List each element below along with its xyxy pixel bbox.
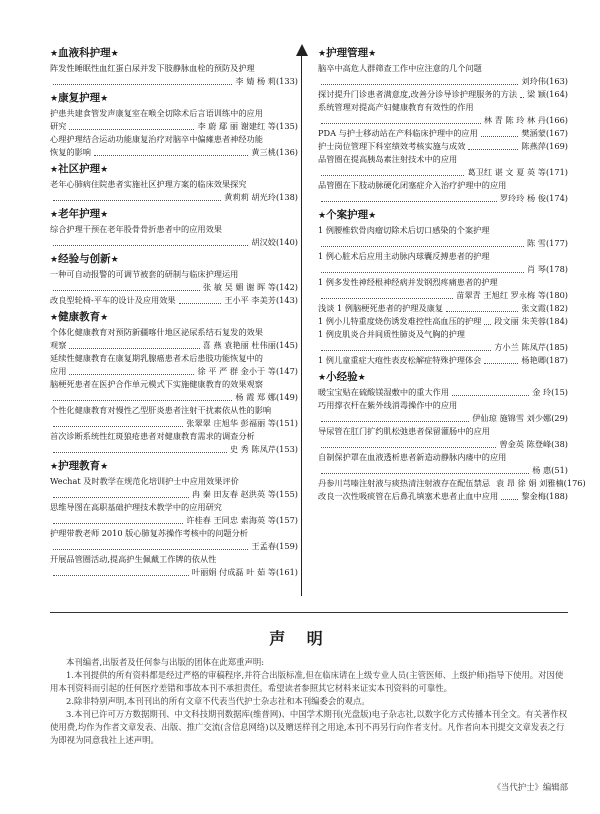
entry-title: 一种可自动报警的可调节被套的研制与临床护理运用 [50,269,239,279]
declaration-signature: 《当代护士》编辑部 [492,782,568,792]
section-title: 经验与创新 [58,253,111,265]
entry-title: 观察 [50,340,67,350]
star-icon: ★ [50,165,59,175]
entry-author-page: 杨 霞 郑 娜(149) [235,392,298,402]
toc-entry[interactable] [50,527,298,553]
star-icon: ★ [110,49,119,59]
toc-section [50,207,298,249]
entry-author-page: 史 秀 陈凤芹(153) [229,444,298,454]
entry-title: 脑梗死患者在医护合作单元模式下实施健康教育的效果观察 [50,379,263,389]
leader-dots [321,350,491,351]
leader-dots [53,549,248,550]
leader-dots [321,246,524,247]
entry-title: 1 例心脏术后应用主动脉内球囊反搏患者的护理 [318,251,490,261]
entry-author-page: 袁 昂 徐 娟 刘雅楠(176) [495,478,586,488]
leader-dots [321,123,481,124]
section-heading [50,46,298,62]
leader-dots [484,363,518,364]
section-title: 个案护理 [326,209,369,221]
section-title: 健康教育 [58,311,101,323]
toc-entry[interactable] [318,153,568,179]
toc-section [318,370,586,503]
toc-section [318,208,568,367]
section-heading [318,370,568,386]
toc-entry[interactable] [50,107,298,133]
star-icon: ★ [100,94,109,104]
entry-title: Wechat 及时教学在规范化培训护士中应用效果评价 [50,476,239,486]
toc-entry[interactable] [318,328,568,354]
toc-entry[interactable] [50,326,298,352]
entry-author-page: 葛卫红 谌 文 夏 英 等(171) [467,167,568,177]
section-heading [50,459,298,475]
entry-title: 1 例小儿特重度烧伤诱发难控性高血压的护理 [318,316,482,326]
entry-author-page: 张文霞(182) [521,303,568,313]
entry-author-page: 方小兰 陈凤芹(185) [494,342,568,352]
entry-title: 护士岗位管理下科室绩效考核实施与成效 [318,141,466,151]
star-icon: ★ [50,94,59,104]
entry-author-page: 胡汉姣(140) [251,237,298,247]
toc-entry[interactable] [318,386,568,399]
toc-entry[interactable] [318,315,568,328]
toc-entry[interactable] [318,451,568,477]
toc-entry[interactable] [50,352,298,378]
entry-author-page: 曾金英 陈登峰(38) [499,439,568,449]
toc-left-column [50,44,298,582]
section-title: 护理管理 [326,47,369,59]
entry-title: 品管圈在提高胰岛素注射技术中的应用 [318,154,458,164]
toc-entry[interactable] [318,250,568,276]
section-title: 小经验 [326,371,358,383]
star-icon: ★ [50,313,59,323]
entry-title: 1 例儿童重症大疱性表皮松解症特殊护理体会 [318,355,482,365]
toc-entry[interactable] [318,490,568,503]
toc-entry[interactable] [318,140,568,153]
entry-title: 应用 [50,366,67,376]
section-heading [50,207,298,223]
entry-author-page: 王小平 李美芳(143) [224,295,298,305]
section-title: 老年护理 [58,208,101,220]
leader-dots [94,155,248,156]
section-heading [318,46,568,62]
toc-entry[interactable] [50,378,298,404]
entry-title: 改良型轮椅-平车的设计及应用效果 [50,295,176,305]
entry-author-page: 黄三桃(136) [251,147,298,157]
star-icon: ★ [318,373,327,383]
star-icon: ★ [368,211,377,221]
entry-author-page: 黄莉莉 胡光玲(138) [224,192,298,202]
entry-author-page: 杨艳卿(187) [521,355,568,365]
toc-entry[interactable] [50,178,298,204]
toc-section [50,252,298,307]
leader-dots [501,499,518,500]
leader-dots [484,324,491,325]
toc-entry[interactable] [50,553,298,579]
leader-dots [468,149,518,150]
declaration-body [50,656,570,747]
entry-title: 1 例多发性神经根神经病并发钢烈疼痛患者的护理 [318,277,498,287]
entry-title: 心理护理结合运动功能康复治疗对脑卒中偏瘫患者神经功能 [50,134,263,144]
leader-dots [452,395,529,396]
toc-section [50,91,298,159]
star-icon: ★ [50,49,59,59]
toc-entry[interactable] [318,62,568,88]
entry-title: 系统管理对提高产妇健康教育有效性的作用 [318,102,474,112]
leader-dots [446,311,518,312]
leader-dots [321,272,524,273]
section-heading [50,162,298,178]
leader-dots [53,497,189,498]
entry-author-page: 梁 颖(164) [527,89,568,99]
leader-dots [53,84,232,85]
section-rule [50,612,568,613]
entry-author-page: 叶丽娟 付成磊 叶 茹 等(161) [191,567,298,577]
entry-title: 阵发性睡眠性血红蛋白尿并发下肢静脉血栓的预防及护理 [50,63,255,73]
declaration-paragraph: 3.本刊已许可万方数据期刊、中文科技期刊数据库(维普网)、中国学术期刊(光盘版)电子杂志社,以数字化方式传播本刊全文。有关著作权使用费,均作为作者文章发表、出版、推广交流(含信息网络)以及赠送样刊之用途,本刊不再另行向作者支付。凡作者向本刊提交文章发表之行为即视为同意我社上述声明。 [50,709,568,745]
toc-entry[interactable] [318,224,568,250]
entry-author-page: 金 玲(15) [532,387,568,397]
entry-title: 导尿管在肛门扩约肌松弛患者保留灌肠中的应用 [318,426,490,436]
star-icon: ★ [100,210,109,220]
entry-title: 开展品管圈活动,提高护生佩戴工作牌的依从性 [50,554,217,564]
entry-author-page: 黎金梅(188) [521,491,568,501]
leader-dots [321,175,464,176]
entry-title: 1 例皮肌炎合并间质性肺炎及气胸的护理 [318,329,465,339]
entry-title: 综合护理干预在老年股骨骨折患者中的应用效果 [50,224,222,234]
leader-dots [321,421,469,422]
leader-dots [321,473,529,474]
entry-title: 1 例腰椎软骨肉瘤切除术后切口感染的个案护理 [318,225,490,235]
leader-dots [53,452,227,453]
star-icon: ★ [100,165,109,175]
star-icon: ★ [318,49,327,59]
leader-dots [69,348,199,349]
leader-dots [53,200,221,201]
toc-entry[interactable] [50,404,298,430]
entry-author-page: 张翠翠 庄旭华 彭福丽 等(151) [186,418,298,428]
toc-entry[interactable] [50,294,298,307]
entry-title: PDA 与护士移动站在产科临床护理中的应用 [318,128,478,138]
arrow-up-icon [296,44,308,56]
entry-author-page: 陈 雪(177) [527,238,568,248]
toc-entry[interactable] [50,475,298,501]
toc-entry[interactable] [50,62,298,88]
entry-author-page: 杨 惠(51) [532,465,568,475]
entry-author-page: 苗翠青 王旭红 罗永梅 等(180) [456,290,568,300]
star-icon: ★ [110,255,119,265]
leader-dots [321,298,453,299]
entry-title: 个体化健康教育对预防新疆喀什地区泌尿系结石复发的效果 [50,327,263,337]
star-icon: ★ [357,373,366,383]
toc-entry[interactable] [50,223,298,249]
entry-title: 个性化健康教育对慢性乙型肝炎患者注射干扰素依从性的影响 [50,405,272,415]
leader-dots [520,97,524,98]
section-title: 康复护理 [58,92,101,104]
entry-author-page: 段文丽 朱芙蓉(184) [494,316,568,326]
section-title: 社区护理 [58,163,101,175]
entry-author-page: 李 蔚 鄢 丽 谢建红 等(135) [197,121,298,131]
declaration-title: 声 明 [269,629,331,648]
toc-section [50,459,298,579]
toc-section [50,310,298,456]
section-title: 血液科护理 [58,47,111,59]
leader-dots [179,303,222,304]
column-divider [301,56,302,596]
entry-title: 巧用撑衣杆在紫外线消毒操作中的应用 [318,400,458,410]
entry-author-page: 许桂春 王同忠 索海英 等(157) [186,515,298,525]
toc-entry[interactable] [318,127,568,140]
entry-title: 浅谈 1 例脑梗死患者的护理及康复 [318,303,444,313]
toc-section [50,46,298,88]
toc-entry[interactable] [50,268,298,294]
entry-author-page: 罗玲玲 杨 俊(174) [499,193,568,203]
star-icon: ★ [368,49,377,59]
entry-author-page: 喜 燕 袁艳丽 杜伟丽(145) [202,340,298,350]
entry-title: 护患共建食管发声康复室在喉全切除术后言语训练中的应用 [50,108,263,118]
entry-author-page: 樊涵蒙(167) [521,128,568,138]
leader-dots [53,426,183,427]
toc-entry[interactable] [318,354,568,367]
toc-section [318,46,568,205]
entry-author-page: 肖 琴(178) [527,264,568,274]
leader-dots [53,245,248,246]
toc-entry[interactable] [318,276,568,302]
star-icon: ★ [100,313,109,323]
entry-title: 改良一次性吸痰管在后鼻孔填塞术患者止血中应用 [318,491,499,501]
entry-title: 思维导图在高职基础护理技术教学中的应用研究 [50,502,222,512]
leader-dots [69,374,194,375]
star-icon: ★ [50,255,59,265]
entry-title: 老年心肺病住院患者实施社区护理方案的临床效果探究 [50,179,247,189]
leader-dots [53,575,189,576]
entry-author-page: 冉 秦 田友春 赵洪英 等(155) [191,489,298,499]
section-heading [50,91,298,107]
section-heading [50,310,298,326]
entry-title: 研究 [50,121,67,131]
leader-dots [481,136,519,137]
star-icon: ★ [50,210,59,220]
toc-right-column [318,44,586,506]
toc-section [50,162,298,204]
entry-author-page: 陈燕萍(169) [521,141,568,151]
toc-entry[interactable] [318,477,586,490]
entry-title: 自制保护罩在血液透析患者新造动静脉内瘘中的应用 [318,452,507,462]
leader-dots [321,201,497,202]
leader-dots [69,129,194,130]
leader-dots [321,84,518,85]
entry-title: 护理带教老师 2010 版心肺复苏操作考核中的问题分析 [50,528,248,538]
leader-dots [53,400,232,401]
leader-dots [53,290,200,291]
star-icon: ★ [50,462,59,472]
toc-entry[interactable] [50,133,298,159]
entry-title: 探讨提升门诊患者满意度,改善分诊导诊护理服务的方法 [318,89,518,99]
toc-entry[interactable] [318,399,568,425]
entry-title: 品管圈在下肢动脉硬化闭塞症介入治疗护理中的应用 [318,180,507,190]
entry-title: 脑卒中高危人群筛查工作中应注意的几个问题 [318,63,482,73]
entry-title: 恢复的影响 [50,147,91,157]
section-heading [50,252,298,268]
section-title: 护理教育 [58,460,101,472]
toc-entry[interactable] [50,430,298,456]
entry-author-page: 刘玲伟(163) [521,76,568,86]
star-icon: ★ [100,462,109,472]
star-icon: ★ [318,211,327,221]
entry-author-page: 王孟春(159) [251,541,298,551]
declaration-paragraph: 本刊编者,出版者及任何参与出版的团体在此郑重声明: [66,657,265,667]
entry-author-page: 伊仙琼 施锦雪 刘少娜(29) [472,413,568,423]
toc-entry[interactable] [318,101,568,127]
toc-entry[interactable] [318,179,568,205]
entry-author-page: 林 青 陈 玲 林 丹(166) [483,115,568,125]
entry-author-page: 徐 平 严 群 金小于 等(147) [197,366,298,376]
toc-entry[interactable] [50,501,298,527]
leader-dots [321,447,496,448]
declaration-paragraph: 2.除非特别声明,本刊刊出的所有文章不代表当代护士杂志社和本刊编委会的观点。 [66,696,370,706]
entry-title: 首次诊断系统性红斑狼疮患者对健康教育需求的调查分析 [50,431,255,441]
entry-author-page: 张 敏 吴 媚 谢 晖 等(142) [203,282,298,292]
entry-title: 暖宝宝贴在硫酸镁湿敷中的重大作用 [318,387,450,397]
entry-title: 丹参川芎嗪注射液与痰热清注射液存在配伍禁忌 [318,478,490,488]
declaration-paragraph: 1.本刊提供的所有资料都是经过严格的审稿程序,并符合出版标准,但在临床请在上级专业人员(主管医师、上级护师)指导下使用。对因使用本刊资料而引起的任何医疗差错和事故本刊不承担责任。希望读者参照其它材料来证实本刊资料的可靠性。 [50,670,564,693]
toc-entry[interactable] [318,302,568,315]
section-heading [318,208,568,224]
entry-author-page: 李 婧 杨 莉(133) [235,76,298,86]
toc-entry[interactable] [318,425,568,451]
entry-title: 延续性健康教育在康复期乳腺癌患者术后患肢功能恢复中的 [50,353,263,363]
leader-dots [53,523,183,524]
toc-entry[interactable] [318,88,568,101]
